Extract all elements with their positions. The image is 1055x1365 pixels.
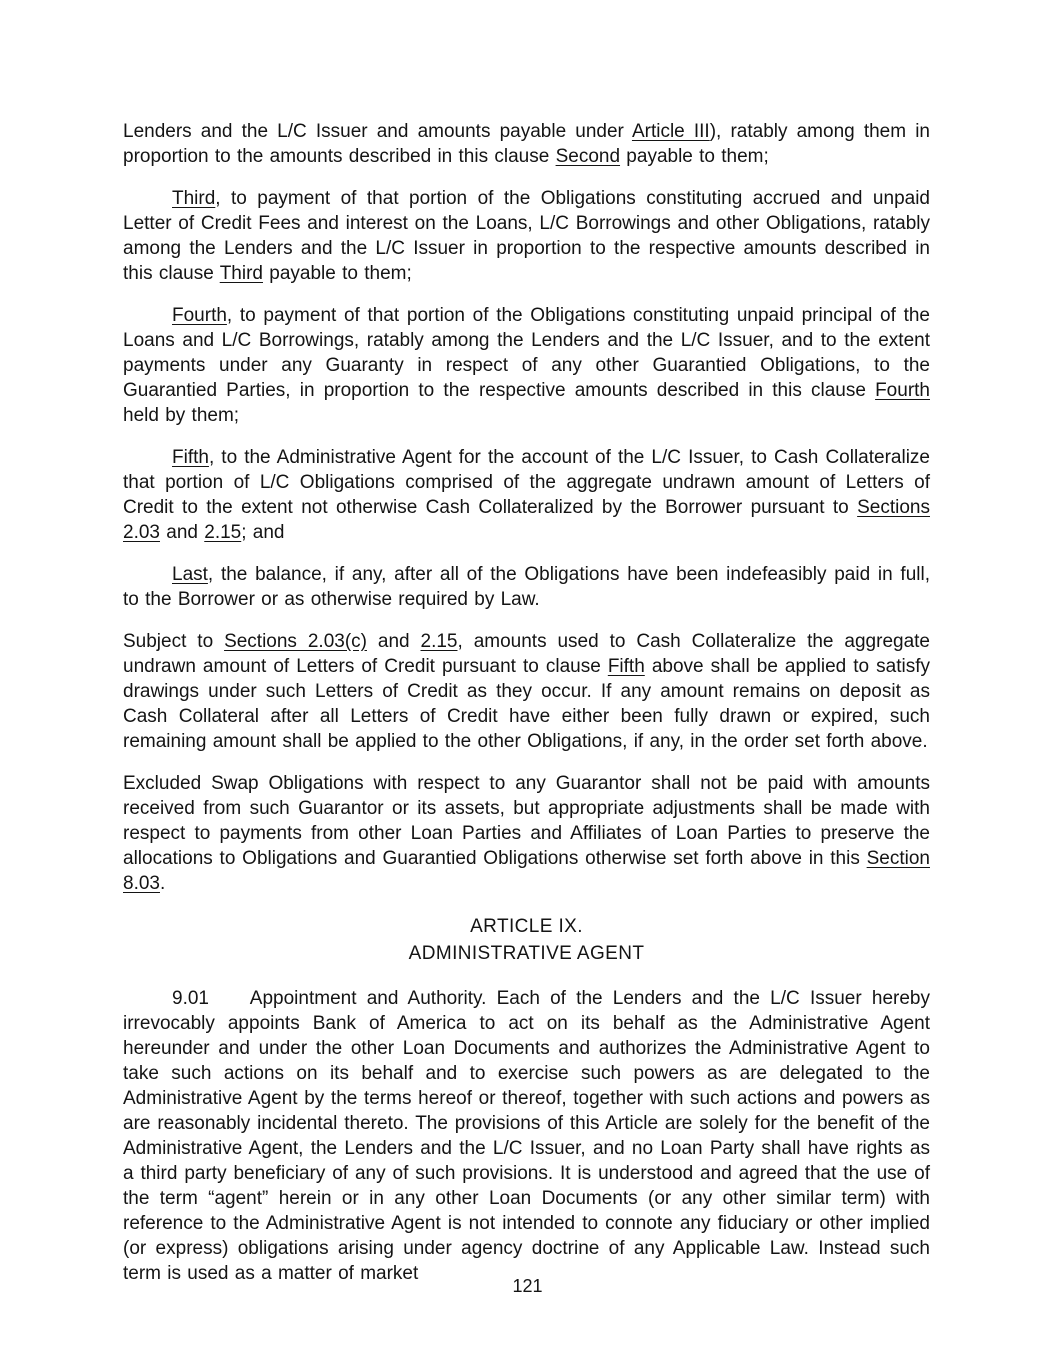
para-section-9-01: 9.01 Appointment and Authority. Each of the Lenders and the L/C Issuer hereby irrevocably appoints Bank of America to act on its behalf as the Administrative Agent hereunder and under the other Loan Documents and authorizes the Administrative Agent to take such actions on its behalf and to exercise such powers as are delegated to the Administrative Agent by the terms hereof or thereof, together with such actions and powers as are reasonably incidental thereto. The provisions of this Article are solely for the benefit of the Administrative Agent, the Lenders and the L/C Issuer, and no Loan Party shall have rights as a third party beneficiary of any of such provisions. It is understood and agreed that the use of the term “agent” herein or in any other Loan Documents (or any other similar term) with reference to the Administrative Agent is not intended to connote any fiduciary or other implied (or express) obligations arising under agency doctrine of any Applicable Law. Instead such term is used as a matter of market: [123, 988, 930, 1284]
page-number: 121: [512, 1276, 543, 1296]
document-body: [123, 119, 930, 1303]
article-heading: [123, 913, 930, 967]
para-cash-collateral-application: Subject to Sections 2.03(c) and 2.15, amounts used to Cash Collateralize the aggregate undrawn amount of Letters of Credit pursuant to clause Fifth above shall be applied to satisfy drawings under such Letters of Credit as they occur. If any amount remains on deposit as Cash Collateral after all Letters of Credit have either been fully drawn or expired, such remaining amount shall be applied to the other Obligations, if any, in the order set forth above.: [123, 631, 930, 752]
para-excluded-swap-obligations: Excluded Swap Obligations with respect to any Guarantor shall not be paid with amounts received from such Guarantor or its assets, but appropriate adjustments shall be made with respect to payments from other Loan Parties and Affiliates of Loan Parties to preserve the allocations to Obligations and Guarantied Obligations otherwise set forth above in this Section 8.03.: [123, 773, 930, 894]
para-clause-last: Last, the balance, if any, after all of the Obligations have been indefeasibly paid in full, to the Borrower or as otherwise required by Law.: [123, 564, 930, 610]
para-clause-second-continuation: Lenders and the L/C Issuer and amounts payable under Article III), ratably among them in proportion to the amounts described in this clause Second payable to them;: [123, 121, 931, 167]
article-title: ADMINISTRATIVE AGENT: [408, 943, 645, 964]
article-number: ARTICLE IX.: [470, 916, 583, 937]
para-clause-fourth: Fourth, to payment of that portion of the Obligations constituting unpaid principal of the Loans and L/C Borrowings, ratably among the Lenders and the L/C Issuer, and to the extent payments under any Guaranty in respect of any other Guarantied Obligations, to the Guarantied Parties, in proportion to the respective amounts described in this clause Fourth held by them;: [123, 305, 930, 426]
para-clause-third: Third, to payment of that portion of the Obligations constituting accrued and unpaid Letter of Credit Fees and interest on the Loans, L/C Borrowings and other Obligations, ratably among the Lenders and the L/C Issuer in proportion to the respective amounts described in this clause Third payable to them;: [123, 188, 930, 284]
para-clause-fifth: Fifth, to the Administrative Agent for the account of the L/C Issuer, to Cash Collateralize that portion of L/C Obligations comprised of the aggregate undrawn amount of Letters of Credit to the extent not otherwise Cash Collateralized by the Borrower pursuant to Sections 2.03 and 2.15; and: [123, 447, 930, 543]
